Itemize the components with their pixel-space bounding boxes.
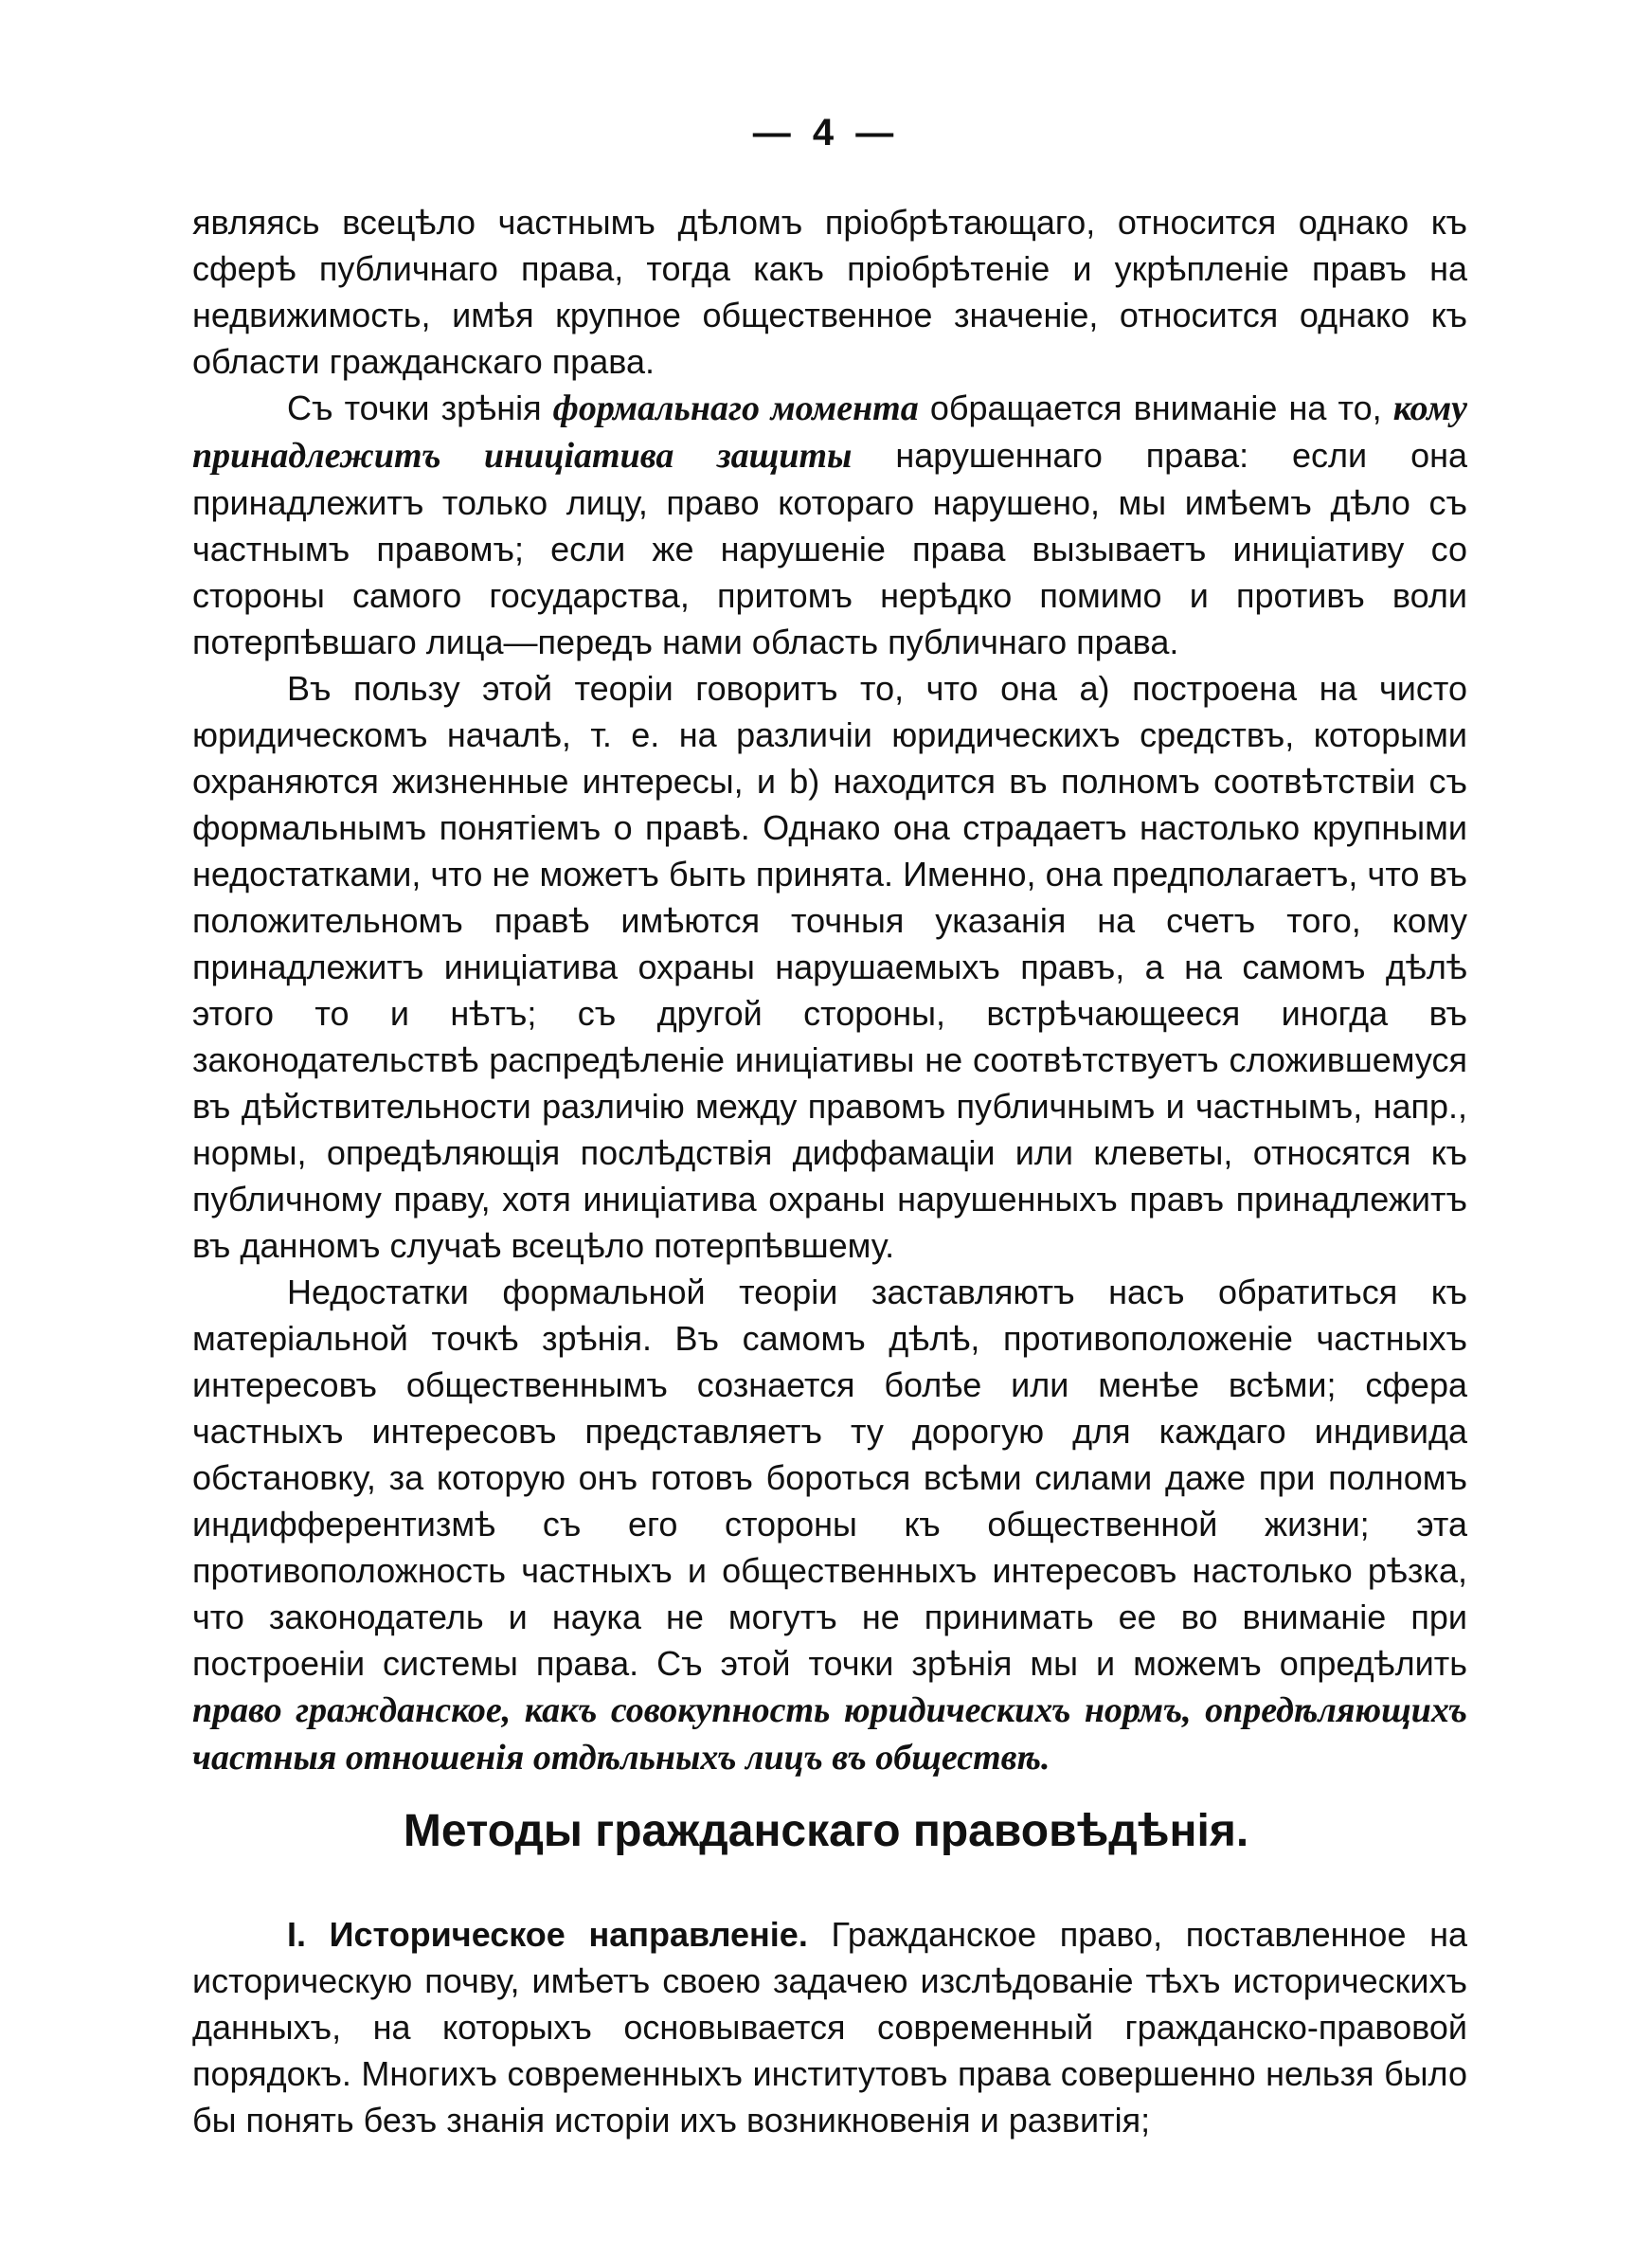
- paragraph-text: нарушеннаго права: если она принадлежитъ только лицу, право котораго нарушено, мы имѣемъ дѣло съ частнымъ правомъ; если же нарушеніе права вызываетъ иниціативу со стороны самого государства, притомъ нерѣдко помимо и противъ воли потерпѣвшаго лица—передъ нами область публичнаго права.: [192, 436, 1467, 661]
- emphasis-initiative: кому принадлежитъ иниціатива защиты: [192, 388, 1467, 476]
- paragraph-text: Съ точки зрѣнія: [287, 388, 553, 427]
- emphasis-formal-moment: формальнаго момента: [552, 388, 919, 428]
- paragraph-material-theory: [192, 1269, 1467, 1781]
- paragraph-historical: [192, 1911, 1467, 2143]
- body-text: [192, 199, 1467, 1781]
- section-text: [192, 1911, 1467, 2143]
- emphasis-definition: право гражданское, какъ совокупность юридическихъ нормъ, опредѣляющихъ частныя отношенія отдѣльныхъ лицъ въ обществѣ.: [192, 1690, 1467, 1778]
- paragraph-text: обращается вниманіе на то,: [918, 388, 1393, 427]
- page-number: — 4 —: [752, 112, 900, 153]
- section-heading: Методы гражданскаго правовѣдѣнія.: [403, 1806, 1249, 1856]
- paragraph-text: Гражданское право, поставленное на историческую почву, имѣетъ своею задачею изслѣдованіе тѣхъ историческихъ данныхъ, на которыхъ основывается современный гражданско-правовой порядокъ. Многихъ современныхъ институтовъ права совершенно нельзя было бы понять безъ знанія исторіи ихъ возникновенія и развитія;: [192, 1915, 1467, 2140]
- run-in-heading: I. Историческое направленіе.: [287, 1915, 808, 1954]
- paragraph-text: Недостатки формальной теоріи заставляютъ насъ обратиться къ матеріальной точкѣ зрѣнія. Въ самомъ дѣлѣ, противоположеніе частныхъ интересовъ общественнымъ сознается болѣе или менѣе всѣми; сфера частныхъ интересовъ представляетъ ту дорогую для каждаго индивида обстановку, за которую онъ готовъ бороться всѣми силами даже при полномъ индифферентизмѣ съ его стороны къ общественной жизни; эта противоположность частныхъ и общественныхъ интересовъ настолько рѣзка, что законодатель и наука не могутъ не принимать ее во вниманіе при построеніи системы права. Съ этой точки зрѣнія мы и можемъ опредѣлить: [192, 1273, 1467, 1683]
- paragraph-theory-critique: Въ пользу этой теоріи говоритъ то, что она a) построена на чисто юридическомъ началѣ, т. е. на различіи юридическихъ средствъ, которыми охраняются жизненные интересы, и b) находится въ полномъ соотвѣтствіи съ формальнымъ понятіемъ о правѣ. Однако она страдаетъ настолько крупными недостатками, что не можетъ быть принята. Именно, она предполагаетъ, что въ положительномъ правѣ имѣются точныя указанія на счетъ того, кому принадлежитъ иниціатива охраны нарушаемыхъ правъ, а на самомъ дѣлѣ этого то и нѣтъ; съ другой стороны, встрѣчающееся иногда въ законодательствѣ распредѣленіе иниціативы не соотвѣтствуетъ сложившемуся въ дѣйствительности различію между правомъ публичнымъ и частнымъ, напр., нормы, опредѣляющія послѣдствія диффамаціи или клеветы, относятся къ публичному праву, хотя иниціатива охраны нарушенныхъ правъ принадлежитъ въ данномъ случаѣ всецѣло потерпѣвшему.: [192, 669, 1467, 1265]
- paragraph-formal-theory: [192, 385, 1467, 665]
- paragraph-continued: являясь всецѣло частнымъ дѣломъ пріобрѣтающаго, относится однако къ сферѣ публичнаго права, тогда какъ пріобрѣтеніе и укрѣпленіе правъ на недвижимость, имѣя крупное общественное значеніе, относится однако къ области гражданскаго права.: [192, 203, 1467, 381]
